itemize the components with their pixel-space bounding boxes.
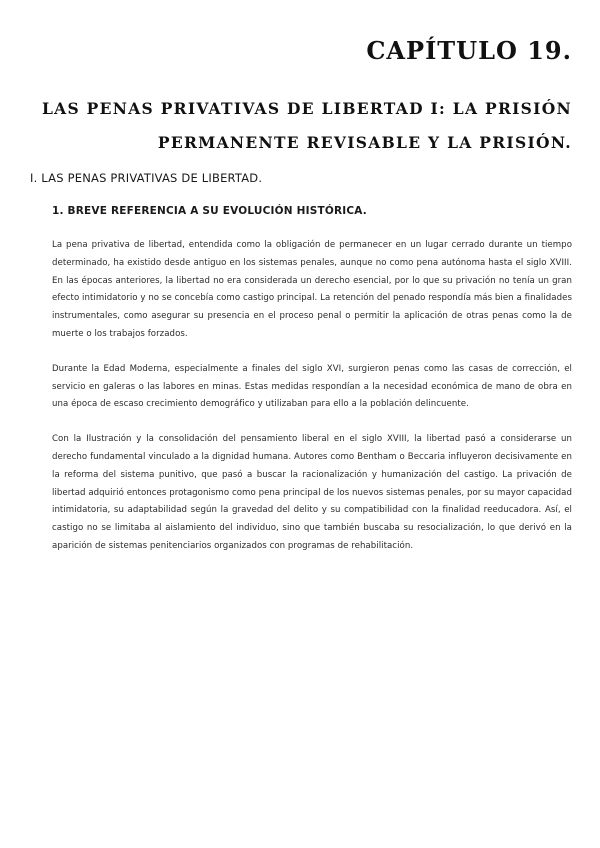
paragraph-3: Con la Ilustración y la consolidación del pensamiento liberal en el siglo XVIII, la libertad pasó a considerarse un derecho fundamental vinculado a la dignidad humana. Autores como Bentham o Beccaria influyeron decisivamente en la reforma del sistema punitivo, que pasó a buscar la racionalización y humanización del castigo. La privación de libertad adquirió entonces protagonismo como pena principal de los nuevos sistemas penales, por su mayor capacidad intimidatoria, su adaptabilidad según la gravedad del delito y su compatibilidad con la finalidad reeducadora. Así, el castigo no se limitaba al aislamiento del individuo, sino que también buscaba su resocialización, lo que derivó en la aparición de sistemas penitenciarios organizados con programas de rehabilitación. [52, 434, 572, 551]
section-heading: I. LAS PENAS PRIVATIVAS DE LIBERTAD. [30, 171, 263, 185]
subsection-heading: 1. BREVE REFERENCIA A SU EVOLUCIÓN HISTÓRICA. [52, 205, 367, 217]
paragraph-2: Durante la Edad Moderna, especialmente a finales del siglo XVI, surgieron penas como las casas de corrección, el servicio en galeras o las labores en minas. Estas medidas respondían a la necesidad económica de mano de obra en una época de escaso crecimiento demográfico y utilizaban para ello a la población delincuente. [52, 363, 572, 410]
paragraph-1: La pena privativa de libertad, entendida como la obligación de permanecer en un lugar cerrado durante un tiempo determinado, ha existido desde antiguo en los sistemas penales, aunque no como pena autónoma hasta el siglo XVIII. En las épocas anteriores, la libertad no era considerada un derecho esencial, por lo que su privación no tenía un gran efecto intimidatorio y no se concebía como castigo principal. La retención del penado respondía más bien a finalidades instrumentales, como asegurar su presencia en el proceso penal o permitir la aplicación de otras penas como la de muerte o los trabajos forzados. [52, 240, 572, 339]
chapter-title: CAPÍTULO 19. [366, 36, 572, 65]
chapter-subtitle: LAS PENAS PRIVATIVAS DE LIBERTAD I: LA PRISIÓN PERMANENTE REVISABLE Y LA PRISIÓN. [41, 99, 572, 152]
body-text [52, 237, 572, 573]
